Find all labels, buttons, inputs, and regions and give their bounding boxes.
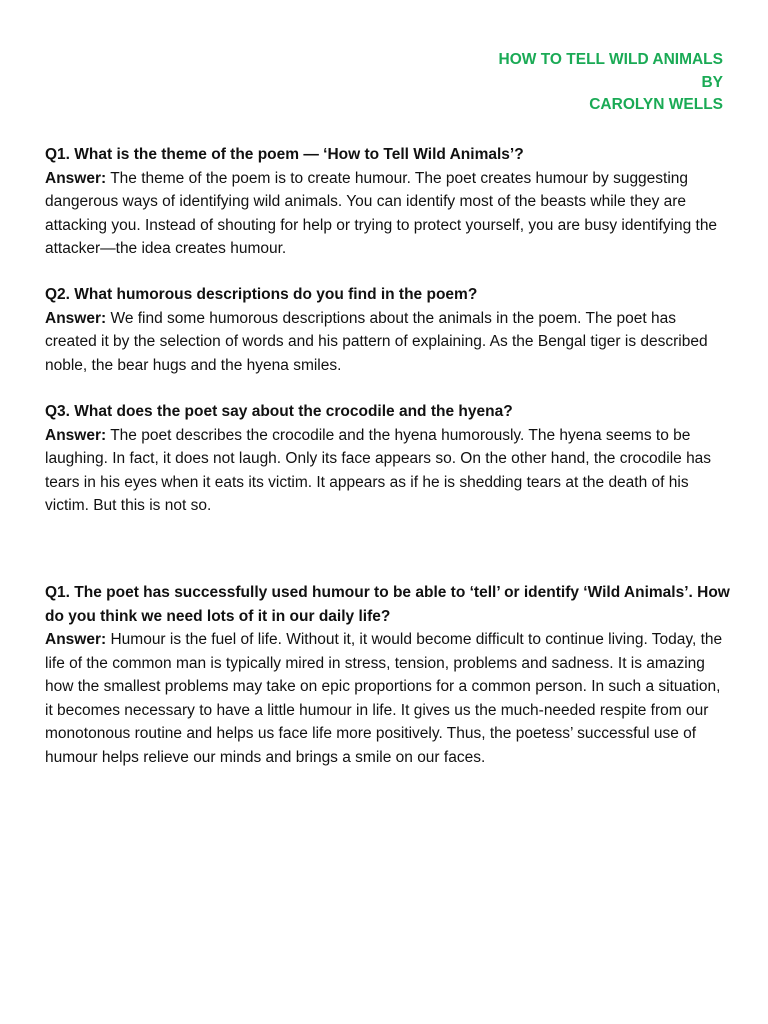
poem-title: HOW TO TELL WILD ANIMALS (498, 51, 723, 68)
title-block (499, 49, 723, 117)
answer-paragraph (45, 424, 730, 518)
answer-text: The poet describes the crocodile and the hyena humorously. The hyena seems to be laughing. In fact, it does not laugh. Only its face appears so. On the other hand, the crocodile has tears in his eyes when it eats its victim. It appears as if he is shedding tears at the death of his victim. But this is not so. (45, 426, 712, 514)
answer-label: Answer: (45, 169, 107, 187)
by-line: BY (701, 73, 723, 91)
author-name: CAROLYN WELLS (589, 96, 723, 113)
qa-item (45, 143, 730, 261)
question-text: Q3. What does the poet say about the crocodile and the hyena? (45, 403, 513, 420)
answer-label: Answer: (45, 426, 107, 444)
answer-text: We find some humorous descriptions about the animals in the poem. The poet has created it by the selection of words and his pattern of explaining. As the Bengal tiger is described noble, the bear hugs and the hyena smiles. (45, 309, 708, 374)
question-text: Q1. What is the theme of the poem — ‘How to Tell Wild Animals’? (45, 146, 524, 163)
answer-text: The theme of the poem is to create humour. The poet creates humour by suggesting dangerous ways of identifying wild animals. You can identify most of the beasts while they are attacking you. Instead of shouting for help or trying to protect yourself, you are busy identifying the attacker—the idea creates humour. (45, 169, 718, 257)
answer-label: Answer: (45, 309, 107, 327)
answer-paragraph (45, 628, 730, 769)
question-text: Q2. What humorous descriptions do you find in the poem? (45, 286, 478, 303)
qa-item (45, 581, 730, 769)
question-text: Q1. The poet has successfully used humour to be able to ‘tell’ or identify ‘Wild Animals’. How do you think we need lots of it in our daily life? (45, 584, 730, 625)
answer-label: Answer: (45, 631, 107, 648)
answer-text: Humour is the fuel of life. Without it, it would become difficult to continue living. Today, the life of the common man is typically mired in stress, tension, problems and sadness. It is amazing how the smallest problems may take on epic proportions for a common person. In such a situation, it becomes necessary to have a little humour in life. It gives us the much-needed respite from our monotonous routine and helps us face life more positively. Thus, the poetess’ successful use of humour helps relieve our minds and brings a smile on our faces. (45, 631, 723, 766)
qa-item (45, 400, 730, 518)
qa-item (45, 283, 730, 377)
answer-paragraph (45, 167, 730, 261)
answer-paragraph (45, 307, 730, 378)
